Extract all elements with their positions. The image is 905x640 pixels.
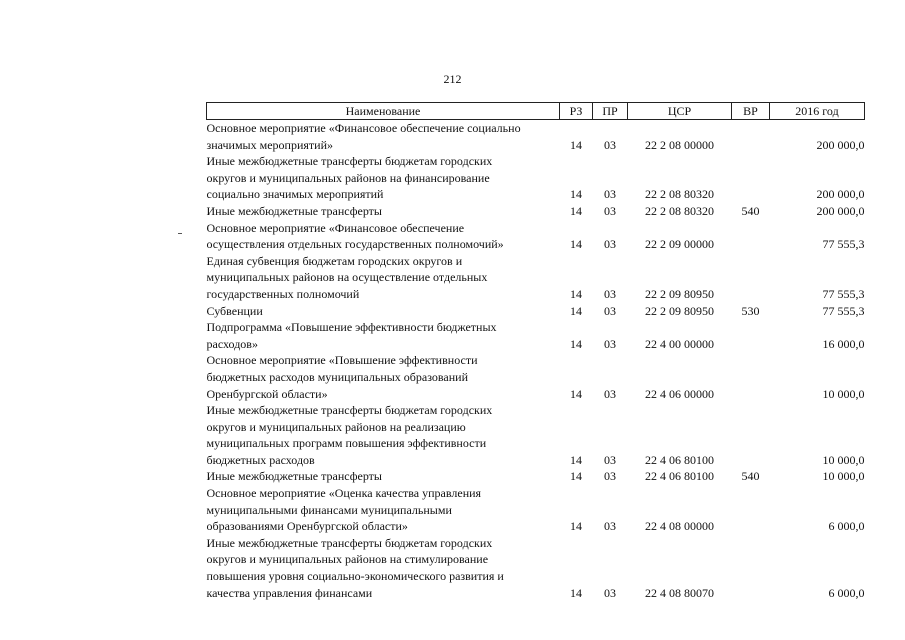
row-name-line: Единая субвенция бюджетам городских округов и	[206, 253, 463, 268]
row-amount-cell: 6 000,0	[828, 519, 865, 534]
row-name-cell	[207, 535, 560, 601]
row-csr-cell: 22 4 06 80100	[645, 452, 714, 467]
row-name-line: Основное мероприятие «Финансовое обеспечение социально	[206, 121, 521, 135]
row-name-line: бюджетных расходов	[206, 452, 315, 467]
budget-table	[206, 102, 865, 601]
row-name-cell	[207, 352, 560, 402]
row-pr-cell: 03	[604, 187, 616, 202]
row-pr-cell: 03	[604, 585, 616, 600]
row-name-line: Иные межбюджетные трансферты бюджетам городских	[206, 154, 493, 169]
row-name-line: Основное мероприятие «Финансовое обеспечение	[206, 220, 465, 235]
header-name: Наименование	[207, 103, 560, 120]
row-vr-cell: 540	[741, 203, 760, 218]
row-name-line: Подпрограмма «Повышение эффективности бюджетных	[206, 320, 497, 335]
row-rz-cell: 14	[570, 585, 582, 600]
row-pr-cell: 03	[604, 203, 616, 218]
header-rz: РЗ	[560, 103, 593, 120]
row-vr-cell	[732, 402, 770, 468]
row-name-line: качества управления финансами	[206, 585, 373, 600]
row-name-line: образованиями Оренбургской области»	[206, 519, 408, 534]
row-csr-cell: 22 2 09 80950	[645, 303, 714, 318]
table-row	[207, 203, 865, 220]
row-csr-cell: 22 4 06 00000	[645, 386, 714, 401]
row-csr-cell: 22 2 08 80320	[645, 203, 714, 218]
row-pr-cell: 03	[604, 237, 616, 252]
table-row	[207, 253, 865, 303]
row-name-line: значимых мероприятий»	[206, 137, 333, 152]
row-rz-cell: 14	[570, 187, 582, 202]
header-pr: ПР	[593, 103, 628, 120]
row-name-cell	[207, 203, 560, 220]
row-pr-cell: 03	[604, 452, 616, 467]
table-row	[207, 535, 865, 601]
row-vr-cell	[732, 319, 770, 352]
row-name-line: Иные межбюджетные трансферты	[206, 469, 382, 484]
row-vr-cell	[732, 535, 770, 601]
row-rz-cell: 14	[570, 336, 582, 351]
table-row	[207, 402, 865, 468]
scan-mark	[178, 233, 182, 234]
row-amount-cell: 200 000,0	[816, 187, 865, 202]
row-amount-cell: 6 000,0	[828, 585, 865, 600]
row-csr-cell: 22 2 09 80950	[645, 286, 714, 301]
row-vr-cell: 540	[741, 469, 760, 484]
row-csr-cell: 22 4 08 80070	[645, 585, 714, 600]
row-csr-cell: 22 4 06 80100	[645, 469, 714, 484]
row-amount-cell: 77 555,3	[822, 286, 865, 301]
row-name-line: Субвенции	[206, 303, 263, 318]
row-rz-cell: 14	[570, 386, 582, 401]
row-name-line: расходов»	[206, 336, 258, 351]
page-number: 212	[443, 72, 462, 86]
row-amount-cell: 200 000,0	[816, 203, 865, 218]
row-csr-cell: 22 2 09 00000	[645, 237, 714, 252]
row-name-cell	[207, 303, 560, 320]
row-vr-cell	[732, 485, 770, 535]
table-header-row	[207, 103, 865, 120]
table-body	[207, 120, 865, 602]
row-pr-cell: 03	[604, 137, 616, 152]
row-vr-cell	[732, 220, 770, 253]
row-name-line: Основное мероприятие «Оценка качества управления	[206, 486, 482, 501]
row-csr-cell: 22 2 08 00000	[645, 137, 714, 152]
table-row	[207, 352, 865, 402]
row-pr-cell: 03	[604, 303, 616, 318]
row-name-cell	[207, 319, 560, 352]
row-name-line: округов и муниципальных районов на реализацию	[206, 419, 466, 434]
row-name-line: Иные межбюджетные трансферты бюджетам городских	[206, 403, 493, 418]
row-name-cell	[207, 402, 560, 468]
row-name-line: округов и муниципальных районов на финансирование	[206, 170, 490, 185]
row-name-cell	[207, 220, 560, 253]
row-amount-cell: 77 555,3	[822, 303, 865, 318]
row-amount-cell: 10 000,0	[822, 386, 865, 401]
row-name-line: муниципальных программ повышения эффективности	[206, 436, 487, 451]
row-rz-cell: 14	[570, 452, 582, 467]
row-rz-cell: 14	[570, 137, 582, 152]
table-row	[207, 319, 865, 352]
row-csr-cell: 22 2 08 80320	[645, 187, 714, 202]
row-name-cell	[207, 468, 560, 485]
row-name-line: осуществления отдельных государственных полномочий»	[206, 237, 504, 252]
row-rz-cell: 14	[570, 303, 582, 318]
row-name-line: бюджетных расходов муниципальных образований	[206, 369, 468, 384]
header-vr: ВР	[732, 103, 770, 120]
row-name-line: социально значимых мероприятий	[206, 187, 384, 202]
row-pr-cell: 03	[604, 336, 616, 351]
row-name-line: повышения уровня социально-экономического развития и	[206, 569, 504, 584]
row-amount-cell: 16 000,0	[822, 336, 865, 351]
row-name-line: Оренбургской области»	[206, 386, 328, 401]
table-row	[207, 153, 865, 203]
row-name-line: Основное мероприятие «Повышение эффективности	[206, 353, 478, 368]
row-vr-cell	[732, 153, 770, 203]
row-amount-cell: 77 555,3	[822, 237, 865, 252]
row-rz-cell: 14	[570, 469, 582, 484]
row-name-line: округов и муниципальных районов на стимулирование	[206, 552, 489, 567]
row-vr-cell	[732, 120, 770, 154]
row-name-cell	[207, 485, 560, 535]
table-row	[207, 485, 865, 535]
header-csr: ЦСР	[628, 103, 732, 120]
row-pr-cell: 03	[604, 386, 616, 401]
row-name-cell	[207, 253, 560, 303]
row-name-cell	[207, 153, 560, 203]
row-amount-cell: 10 000,0	[822, 469, 865, 484]
row-name-cell	[207, 120, 560, 154]
row-pr-cell: 03	[604, 286, 616, 301]
table-row	[207, 220, 865, 253]
row-name-line: государственных полномочий	[206, 286, 360, 301]
row-vr-cell	[732, 352, 770, 402]
row-vr-cell	[732, 253, 770, 303]
row-rz-cell: 14	[570, 519, 582, 534]
table-row	[207, 120, 865, 154]
row-rz-cell: 14	[570, 237, 582, 252]
row-name-line: муниципальных районов на осуществление отдельных	[206, 270, 488, 285]
row-name-line: Иные межбюджетные трансферты	[206, 203, 382, 218]
row-amount-cell: 200 000,0	[816, 137, 865, 152]
row-rz-cell: 14	[570, 286, 582, 301]
row-pr-cell: 03	[604, 469, 616, 484]
row-name-line: муниципальными финансами муниципальными	[206, 502, 452, 517]
row-pr-cell: 03	[604, 519, 616, 534]
table-row	[207, 303, 865, 320]
row-rz-cell: 14	[570, 203, 582, 218]
header-year: 2016 год	[770, 103, 865, 120]
row-name-line: Иные межбюджетные трансферты бюджетам городских	[206, 535, 493, 550]
table-row	[207, 468, 865, 485]
row-csr-cell: 22 4 08 00000	[645, 519, 714, 534]
row-amount-cell: 10 000,0	[822, 452, 865, 467]
row-vr-cell: 530	[741, 303, 760, 318]
row-csr-cell: 22 4 00 00000	[645, 336, 714, 351]
